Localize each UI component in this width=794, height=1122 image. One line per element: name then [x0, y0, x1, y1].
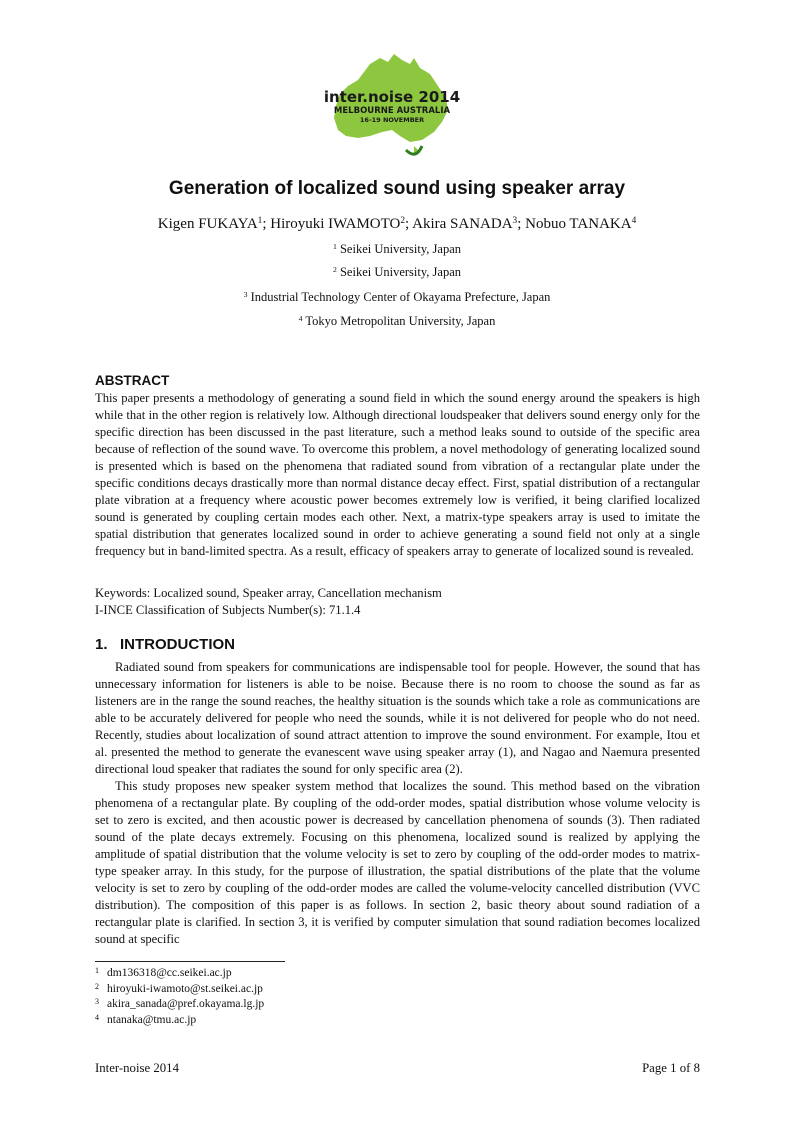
- author-separator: ;: [262, 216, 271, 232]
- footer-conference: Inter-noise 2014: [95, 1061, 179, 1075]
- footer-page-number: Page 1 of 8: [642, 1061, 700, 1075]
- footnote-email: hiroyuki-iwamoto@st.seikei.ac.jp: [107, 982, 263, 995]
- intro-paragraph-2: This study proposes new speaker system method that localizes the sound. This method based on the vibration phenomena of a rectangular plate. By coupling of the odd-order modes, spatial distribution whose volume velocity is set to zero is excited, and then acoustic power is decreased by cancellation phenomena of sounds (3). Then radiated sound of the plate decays extremely. Focusing on this phenomena, localized sound is realized by applying the amplitude of spatial distribution that the volume velocity is set to zero by coupling of the odd-order modes to matrix-type speaker array. In this study, for the purpose of illustration, the spatial distributions of the plate that the volume velocity is set to zero by coupling of the odd-order modes are called the volume-velocity cancelled distribution (VVC distribution). The composition of this paper is as follows. In section 2, basic theory about sound radiation of a rectangular plate is clarified. In section 3, it is verified by computer simulation that sound radiation becomes localized sound at specific: [95, 779, 700, 946]
- classification: I-INCE Classification of Subjects Number(s): 71.1.4: [95, 603, 361, 617]
- author-4: Nobuo TANAKA: [525, 216, 632, 232]
- author-2-mark: 2: [400, 215, 406, 226]
- author-1: Kigen FUKAYA: [157, 216, 258, 232]
- affiliation-text: Seikei University, Japan: [339, 265, 462, 279]
- affiliation-1: [0, 242, 794, 257]
- author-2: Hiroyuki IWAMOTO: [270, 216, 401, 232]
- author-3-mark: 3: [512, 215, 518, 226]
- logo-line2: MELBOURNE AUSTRALIA: [333, 106, 451, 116]
- section-heading-introduction: 1. INTRODUCTION: [95, 636, 236, 653]
- footnotes: [95, 966, 264, 1028]
- footnote-mark: 3: [95, 997, 99, 1006]
- footnote-mark: 4: [95, 1012, 99, 1022]
- footnote-2: [95, 982, 264, 998]
- footnote-email: akira_sanada@pref.okayama.lg.jp: [107, 998, 265, 1010]
- affiliation-3: [0, 290, 794, 305]
- footnote-1: [95, 966, 264, 982]
- affiliation-text: Tokyo Metropolitan University, Japan: [305, 314, 496, 328]
- introduction-body: [95, 659, 700, 948]
- footnote-divider: [95, 961, 285, 962]
- footnote-email: dm136318@cc.seikei.ac.jp: [107, 967, 232, 979]
- abstract-text: This paper presents a methodology of generating a sound field in which the sound energy around the speakers is high while that in the other region is relatively low. Although directional loudspeaker that delivers sound energy only for the specific direction has been discussed in the past literature, such a method leaks sound to outside of the specific area because of reflection of the sound wave. To overcome this problem, a novel methodology of generating localized sound is presented which is based on the phenomena that radiated sound from vibration of a rectangular plate under the specific conditions decays drastically more than normal distance decay effect. First, spatial distribution of a rectangular plate vibration at a frequency where acoustic power becomes extremely low is verified, it being clarified localized sound is generated by coupling certain modes each other. Next, a matrix-type speakers array is used to imitate the spatial distribution that generates localized sound in order to achieve generating a sound field not only at a single frequency but in band-limited spectra. As a result, efficacy of speakers array to generate of localized sound is revealed.: [95, 391, 700, 558]
- author-separator: ;: [405, 216, 413, 232]
- author-1-mark: 1: [257, 215, 263, 226]
- affiliation-text: Seikei University, Japan: [339, 242, 462, 256]
- keywords: Keywords: Localized sound, Speaker array, Cancellation mechanism: [95, 586, 442, 600]
- paper-title: Generation of localized sound using speaker array: [168, 178, 626, 199]
- logo-line3: 16-19 NOVEMBER: [359, 116, 425, 124]
- intro-paragraph-1: Radiated sound from speakers for communications are indispensable tool for people. However, the sound that has unnecessary information for listeners is able to be noise. Because there is no room to choose the sound as far as listeners are in the range the sound reaches, the healthy situation is the sounds which take a role as communications are able to be accurately delivered for people who need the sounds, while it is not delivered for people who do not need. Recently, studies about localization of sound attract attention to improve the sound environment. For example, Itou et al. presented the method to generate the evanescent wave using speaker array (1), and Nagao and Naemura presented directional loud speaker that radiates the sound for only specific area (2).: [95, 660, 700, 776]
- affiliation-mark: 1: [332, 241, 337, 251]
- logo-line1: inter.noise 2014: [323, 88, 461, 106]
- author-list: [0, 216, 794, 233]
- affiliation-2: [0, 265, 794, 280]
- affiliation-mark: 3: [243, 289, 248, 299]
- footnote-mark: 2: [95, 981, 99, 991]
- conference-logo: [322, 50, 462, 162]
- author-4-mark: 4: [631, 215, 637, 226]
- abstract-heading: ABSTRACT: [95, 373, 170, 388]
- footnote-email: ntanaka@tmu.ac.jp: [107, 1013, 197, 1026]
- affiliation-text: Industrial Technology Center of Okayama Prefecture, Japan: [250, 290, 551, 304]
- keywords-block: [95, 585, 442, 619]
- affiliation-4: [0, 314, 794, 329]
- footnote-4: [95, 1013, 264, 1029]
- affiliation-mark: 4: [298, 313, 303, 323]
- footnote-3: [95, 997, 264, 1013]
- footnote-mark: 1: [95, 966, 99, 975]
- affiliation-mark: 2: [332, 264, 337, 274]
- australia-map-logo-graphic: [322, 50, 462, 162]
- author-separator: ;: [517, 216, 526, 232]
- author-3: Akira SANADA: [412, 216, 513, 232]
